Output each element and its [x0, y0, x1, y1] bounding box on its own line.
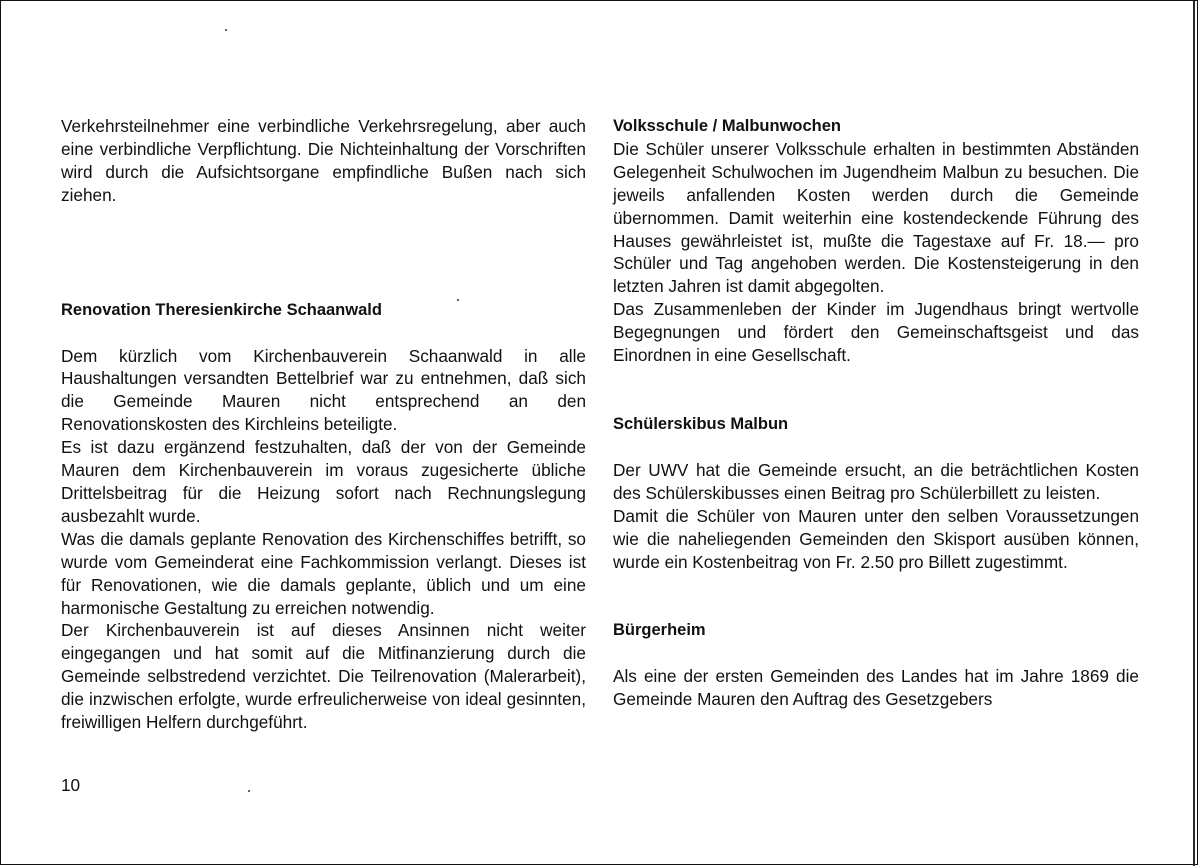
intro-paragraph: Verkehrsteilnehmer eine verbindliche Verkehrsregelung, aber auch eine verbindliche Verpflichtung. Die Nichteinhaltung der Vorschriften wird durch die Aufsichtsorgane empfindliche Bußen nach sich ziehen. [61, 116, 586, 205]
page-number: 10 [61, 775, 81, 795]
print-speck [248, 790, 250, 792]
paragraph-kostenbeitrag: Damit die Schüler von Mauren unter den selben Voraussetzungen wie die naheliegenden Gemeinden den Skisport ausüben können, wurde ein Kostenbeitrag von Fr. 2.50 pro Billett zugestimmt. [613, 505, 1139, 572]
paragraph-fachkommission: Was die damals geplante Renovation des Kirchenschiffes betrifft, so wurde vom Gemeinderat eine Fachkommission verlangt. Dieses ist für Renovationen, wie die damals geplante, üblich und um eine harmonische Gestaltung zu erreichen notwendig. [61, 528, 586, 618]
left-column [61, 115, 586, 734]
paragraph-buergerheim: Als eine der ersten Gemeinden des Landes hat im Jahre 1869 die Gemeinde Mauren den Auftrag des Gesetzgebers [613, 666, 1139, 710]
paragraph-teilrenovation: Der Kirchenbauverein ist auf dieses Ansinnen nicht weiter eingegangen und hat somit auf die Mitfinanzierung durch die Gemeinde selbstredend verzichtet. Die Teilrenovation (Malerarbeit), die inzwischen erfolgte, wurde erfreulicherweise von ideal gesinnten, freiwilligen Helfern durchgeführt. [61, 620, 586, 733]
right-column [613, 115, 1139, 711]
section-heading-skibus: Schülerskibus Malbun [613, 414, 789, 433]
page-edge-shadow [1193, 1, 1195, 866]
section-heading-volksschule: Volksschule / Malbunwochen [613, 117, 841, 135]
paragraph-drittelsbeitrag: Es ist dazu ergänzend festzuhalten, daß der von der Gemeinde Mauren dem Kirchenbauverein im voraus zugesicherte übliche Drittelsbeitrag für die Heizung sofort nach Rechnungslegung ausbezahlt wurde. [61, 437, 586, 526]
section-heading-renovation: Renovation Theresienkirche Schaanwald [61, 300, 382, 319]
paragraph-zusammenleben: Das Zusammenleben der Kinder im Jugendhaus bringt wertvolle Begegnungen und fördert den Gemeinschaftsgeist und das Einordnen in eine Gesellschaft. [613, 299, 1139, 366]
paragraph-uwv: Der UWV hat die Gemeinde ersucht, an die beträchtlichen Kosten des Schülerskibusses einen Beitrag pro Schülerbillett zu leisten. [613, 459, 1139, 503]
section-heading-buergerheim: Bürgerheim [613, 621, 706, 640]
print-speck [225, 29, 227, 31]
paragraph-bettelbrief: Dem kürzlich vom Kirchenbauverein Schaanwald in alle Haushaltungen versandten Bettelbrief war zu entnehmen, daß sich die Gemeinde Mauren nicht entsprechend an den Renovationskosten des Kirchleins beteiligte. [61, 345, 586, 435]
paragraph-schulwochen: Die Schüler unserer Volksschule erhalten in bestimmten Abständen Gelegenheit Schulwochen im Jugendheim Malbun zu besuchen. Die jeweils anfallenden Kosten werden durch die Gemeinde übernommen. Damit weiterhin eine kostendeckende Führung des Hauses gewährleistet ist, mußte die Tagestaxe auf Fr. 18.— pro Schüler und Tag angehoben werden. Die Kostensteigerung in den letzten Jahren ist damit abgegolten. [613, 138, 1139, 297]
